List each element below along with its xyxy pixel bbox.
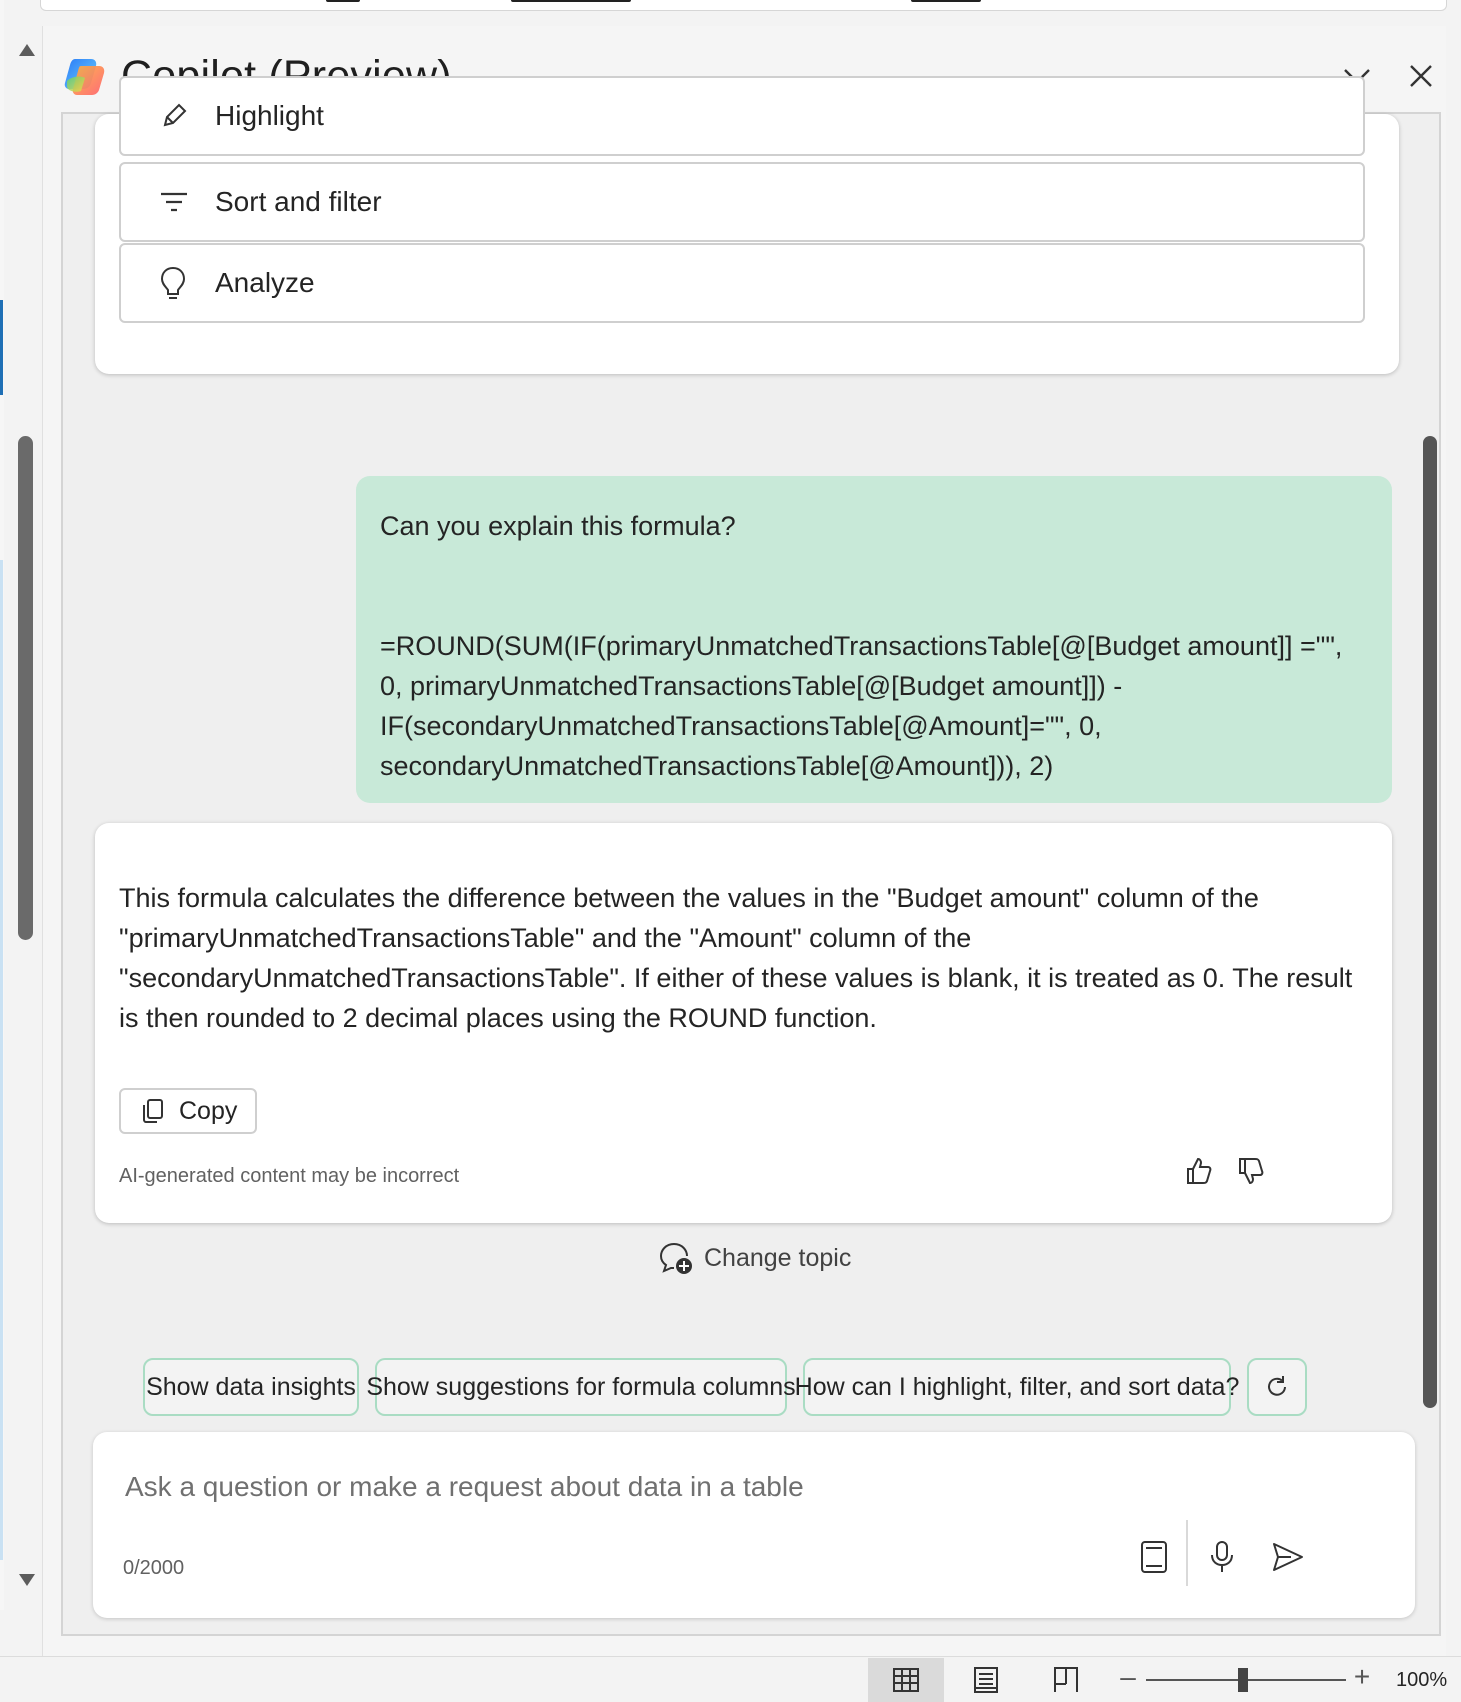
chat-scroll-content[interactable] [63, 100, 1423, 1364]
zoom-in-button[interactable]: + [1353, 1661, 1371, 1692]
grid-icon [892, 1667, 920, 1693]
close-icon [1409, 64, 1433, 88]
page-break-icon [1052, 1666, 1080, 1694]
prompt-book-icon [1139, 1540, 1169, 1574]
action-label: Sort and filter [215, 186, 382, 217]
send-icon [1271, 1541, 1305, 1573]
cut-off-text [511, 0, 631, 2]
thumbs-down-button[interactable] [1231, 1151, 1271, 1191]
character-counter: 0/2000 [123, 1557, 185, 1579]
page-layout-icon [972, 1666, 1000, 1694]
prompt-box [93, 1432, 1415, 1618]
microphone-icon [1209, 1540, 1235, 1574]
change-topic-button[interactable] [658, 1241, 851, 1275]
user-question: Can you explain this formula? [380, 511, 736, 541]
cut-off-text [911, 0, 981, 2]
sheet-scroll-thumb[interactable] [18, 436, 33, 940]
suggestion-chip[interactable]: How can I highlight, filter, and sort data? [803, 1358, 1231, 1416]
status-bar [0, 1656, 1461, 1702]
change-topic-label: Change topic [704, 1243, 852, 1272]
action-label: Highlight [215, 100, 324, 131]
action-sort-and-filter[interactable] [119, 162, 1365, 242]
thumbs-up-button[interactable] [1179, 1151, 1219, 1191]
filter-icon [159, 182, 207, 222]
copy-icon [141, 1098, 165, 1124]
refresh-icon [1265, 1375, 1289, 1399]
zoom-out-button[interactable]: – [1120, 1661, 1136, 1692]
pen-icon [159, 96, 207, 136]
new-chat-icon [658, 1241, 694, 1275]
cut-off-text [326, 0, 360, 2]
lightbulb-icon [159, 263, 207, 303]
action-analyze[interactable] [119, 243, 1365, 323]
scroll-down-arrow[interactable] [16, 1572, 36, 1592]
thumbs-up-icon [1185, 1156, 1213, 1186]
suggestion-chip[interactable]: Show suggestions for formula columns [375, 1358, 787, 1416]
close-pane-button[interactable] [1399, 54, 1443, 98]
quick-actions-card [95, 100, 1399, 374]
user-message [356, 476, 1392, 803]
send-button[interactable] [1263, 1532, 1313, 1582]
divider [1186, 1520, 1188, 1586]
thumbs-down-icon [1237, 1156, 1265, 1186]
prompt-input[interactable] [123, 1462, 1227, 1512]
normal-view-button[interactable] [868, 1658, 944, 1702]
suggestion-chip[interactable]: Show data insights [143, 1358, 359, 1416]
spreadsheet-top-edge [40, 0, 1447, 11]
page-break-view-button[interactable] [1028, 1658, 1104, 1702]
copilot-pane [42, 26, 1446, 1656]
sheet-vertical-scrollbar[interactable] [4, 28, 43, 1610]
action-highlight[interactable] [119, 76, 1365, 156]
chat-area [61, 100, 1441, 1636]
zoom-slider-thumb[interactable] [1238, 1668, 1248, 1692]
zoom-level[interactable]: 100% [1396, 1669, 1448, 1691]
microphone-button[interactable] [1197, 1532, 1247, 1582]
scroll-up-arrow[interactable] [16, 38, 36, 58]
chat-scroll-thumb[interactable] [1423, 436, 1437, 1408]
prompt-guide-button[interactable] [1129, 1532, 1179, 1582]
page-layout-view-button[interactable] [948, 1658, 1024, 1702]
copilot-response-card [95, 823, 1392, 1223]
refresh-suggestions-button[interactable] [1247, 1358, 1307, 1416]
action-label: Analyze [215, 267, 315, 298]
copilot-logo [61, 53, 107, 99]
response-text: This formula calculates the difference between the values in the "Budget amount" column of the "primaryUnmatchedTransactionsTable" and the "Amount" column of the "secondaryUnmatchedTransactionsTable". If either of these values is blank, it is treated as 0. The result is then rounded to 2 decimal places using the ROUND function. [119, 883, 1353, 1033]
user-formula: =ROUND(SUM(IF(primaryUnmatchedTransactionsTable[@[Budget amount]] ="", 0, primaryUnmatchedTransactionsTable[@[Budget amount]]) - IF(secondaryUnmatchedTransactionsTable[@Amount]="", 0, secondaryUnmatchedTransactionsTable[@Amount])), 2) [380, 631, 1343, 781]
ai-disclaimer: AI-generated content may be incorrect [119, 1165, 460, 1187]
copy-button[interactable] [119, 1088, 257, 1134]
copy-label: Copy [179, 1096, 238, 1125]
